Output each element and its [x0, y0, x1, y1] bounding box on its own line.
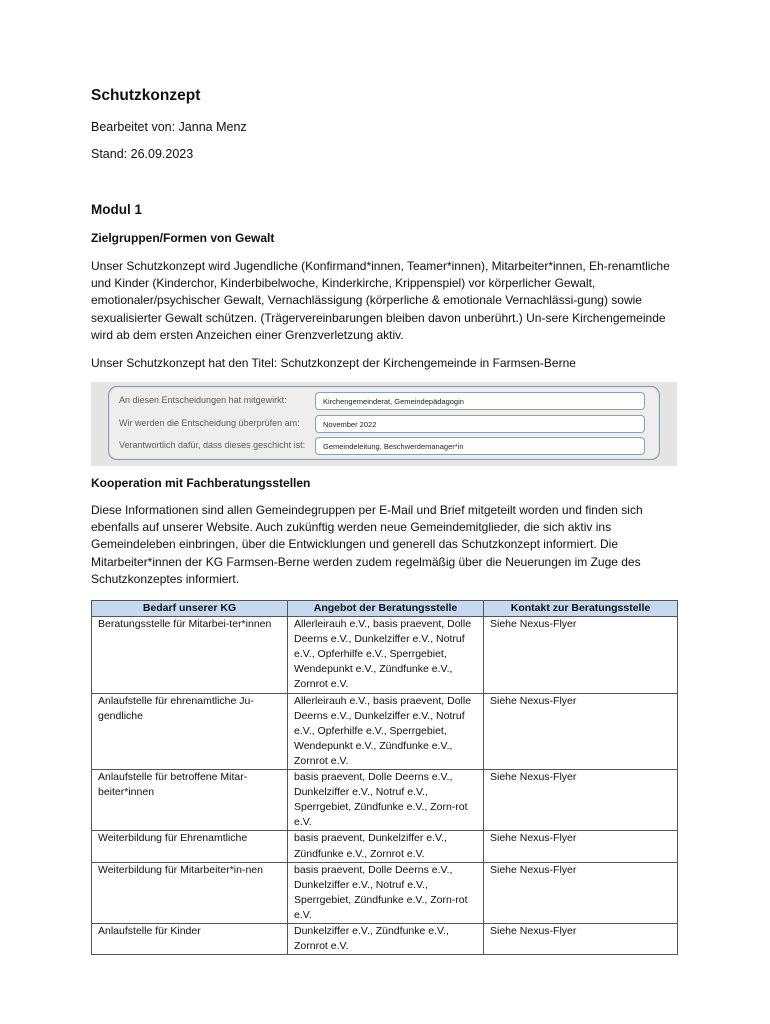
table-cell-contact: Siehe Nexus-Flyer	[484, 831, 678, 862]
decision-row	[109, 437, 659, 457]
table-row	[92, 862, 678, 923]
decision-label: Verantwortlich dafür, dass dieses geschicht ist:	[119, 440, 306, 450]
column-header: Angebot der Beratungsstelle	[288, 601, 484, 617]
table-header-row	[92, 601, 678, 617]
table-cell-contact: Siehe Nexus-Flyer	[484, 617, 678, 693]
table-cell-need: Anlaufstelle für Kinder	[92, 923, 288, 954]
table-row	[92, 617, 678, 693]
decision-value-field: Gemeindeleitung, Beschwerdemanager*in	[315, 437, 645, 455]
decision-row	[109, 415, 659, 435]
table-cell-offer: basis praevent, Dunkelziffer e.V., Zündfunke e.V., Zornrot e.V.	[288, 831, 484, 862]
table-row	[92, 693, 678, 769]
table-cell-offer: Dunkelziffer e.V., Zündfunke e.V., Zornrot e.V.	[288, 923, 484, 954]
decision-label: Wir werden die Entscheidung überprüfen am:	[119, 418, 300, 428]
table-cell-need: Weiterbildung für Mitarbeiter*in-nen	[92, 862, 288, 923]
table-cell-need: Anlaufstelle für ehrenamtliche Ju-gendliche	[92, 693, 288, 769]
concept-title-paragraph: Unser Schutzkonzept hat den Titel: Schutzkonzept der Kirchengemeinde in Farmsen-Berne	[91, 356, 576, 370]
edited-by-line: Bearbeitet von: Janna Menz	[91, 120, 247, 134]
table-row	[92, 831, 678, 862]
table-cell-offer: basis praevent, Dolle Deerns e.V., Dunkelziffer e.V., Notruf e.V., Sperrgebiet, Zündfunke e.V., Zorn-rot e.V.	[288, 770, 484, 831]
table-cell-offer: Allerleirauh e.V., basis praevent, Dolle Deerns e.V., Dunkelziffer e.V., Notruf e.V., Opferhilfe e.V., Sperrgebiet, Wendepunkt e.V., Zündfunke e.V., Zornrot e.V.	[288, 617, 484, 693]
section-heading-cooperation: Kooperation mit Fachberatungsstellen	[91, 476, 311, 490]
cooperation-paragraph: Diese Informationen sind allen Gemeindegruppen per E-Mail und Brief mitgeteilt worden und finden sich ebenfalls auf unserer Website. Auch zukünftig werden neue Gemeindemitglieder, die sich aktiv ins Gemeindeleben einbringen, über die Entwicklungen und generell das Schutzkonzept informiert. Die Mitarbeiter*innen der KG Farmsen-Berne werden zudem regelmäßig über die Neuerungen im Zuge des Schutzkonzeptes informiert.	[91, 503, 643, 586]
decision-value-field: Kirchengemeinderat, Gemeindepädagogin	[315, 392, 645, 410]
counseling-table	[91, 600, 678, 955]
decision-row	[109, 392, 659, 412]
decision-label: An diesen Entscheidungen hat mitgewirkt:	[119, 395, 287, 405]
module-heading: Modul 1	[91, 202, 142, 217]
table-cell-contact: Siehe Nexus-Flyer	[484, 862, 678, 923]
table-row	[92, 923, 678, 954]
table-row	[92, 770, 678, 831]
decision-value-field: November 2022	[315, 415, 645, 433]
section-heading-target-groups: Zielgruppen/Formen von Gewalt	[91, 231, 275, 245]
decision-form-image	[91, 382, 677, 466]
table-cell-need: Weiterbildung für Ehrenamtliche	[92, 831, 288, 862]
table-cell-contact: Siehe Nexus-Flyer	[484, 770, 678, 831]
column-header: Kontakt zur Beratungsstelle	[484, 601, 678, 617]
table-cell-contact: Siehe Nexus-Flyer	[484, 923, 678, 954]
table-cell-contact: Siehe Nexus-Flyer	[484, 693, 678, 769]
table-cell-offer: basis praevent, Dolle Deerns e.V., Dunkelziffer e.V., Notruf e.V., Sperrgebiet, Zündfunke e.V., Zorn-rot e.V.	[288, 862, 484, 923]
table-cell-need: Beratungsstelle für Mitarbei-ter*innen	[92, 617, 288, 693]
column-header: Bedarf unserer KG	[92, 601, 288, 617]
status-date-line: Stand: 26.09.2023	[91, 147, 194, 161]
document-title: Schutzkonzept	[91, 87, 201, 104]
target-groups-paragraph: Unser Schutzkonzept wird Jugendliche (Konfirmand*innen, Teamer*innen), Mitarbeiter*innen, Eh-renamtliche und Kinder (Kinderchor, Kinderbibelwoche, Kinderkirche, Krippenspiel) vor körperlicher Gewalt, emotionaler/psychischer Gewalt, Vernachlässigung (körperliche & emotionale Vernachlässi-gung) sowie sexualisierter Gewalt schützen. (Trägervereinbarungen bleiben davon unberührt.) Un-sere Kirchengemeinde wird ab dem ersten Anzeichen einer Grenzverletzung aktiv.	[91, 259, 670, 342]
decision-form-panel	[108, 386, 660, 460]
table-cell-offer: Allerleirauh e.V., basis praevent, Dolle Deerns e.V., Dunkelziffer e.V., Notruf e.V., Opferhilfe e.V., Sperrgebiet, Wendepunkt e.V., Zündfunke e.V., Zornrot e.V.	[288, 693, 484, 769]
table-cell-need: Anlaufstelle für betroffene Mitar-beiter*innen	[92, 770, 288, 831]
